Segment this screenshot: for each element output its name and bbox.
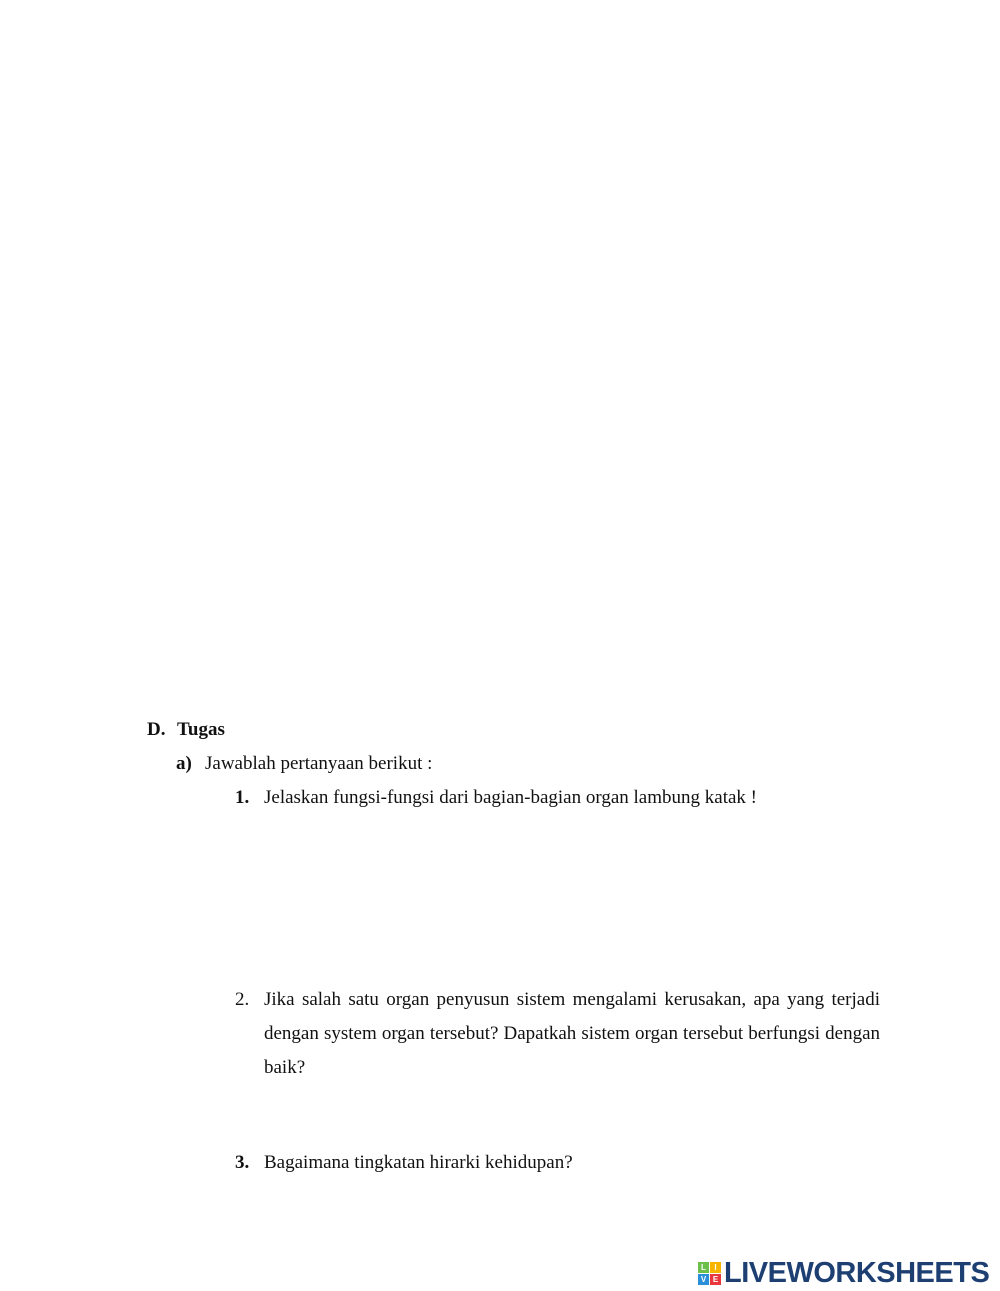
question-3-text: Bagaimana tingkatan hirarki kehidupan? [264, 1152, 573, 1173]
liveworksheets-logo [698, 1257, 989, 1290]
section-title: Tugas [177, 719, 225, 740]
section-letter: D. [147, 719, 166, 740]
logo-tile: I [710, 1262, 721, 1273]
subsection-letter: a) [176, 753, 192, 774]
question-3-number: 3. [235, 1152, 250, 1173]
logo-tile: E [710, 1274, 721, 1285]
question-1-number: 1. [235, 787, 250, 808]
logo-tiles-icon [698, 1262, 721, 1285]
question-2-number: 2. [235, 989, 250, 1010]
logo-tile: L [698, 1262, 709, 1273]
question-1-text: Jelaskan fungsi-fungsi dari bagian-bagian organ lambung katak ! [264, 787, 757, 808]
subsection-instruction: Jawablah pertanyaan berikut : [205, 753, 433, 774]
question-2-text: Jika salah satu organ penyusun sistem mengalami kerusakan, apa yang terjadi dengan system organ tersebut? Dapatkah sistem organ tersebut berfungsi dengan baik? [264, 989, 880, 1078]
logo-brand-text: LIVEWORKSHEETS [724, 1257, 990, 1289]
logo-tile: V [698, 1274, 709, 1285]
